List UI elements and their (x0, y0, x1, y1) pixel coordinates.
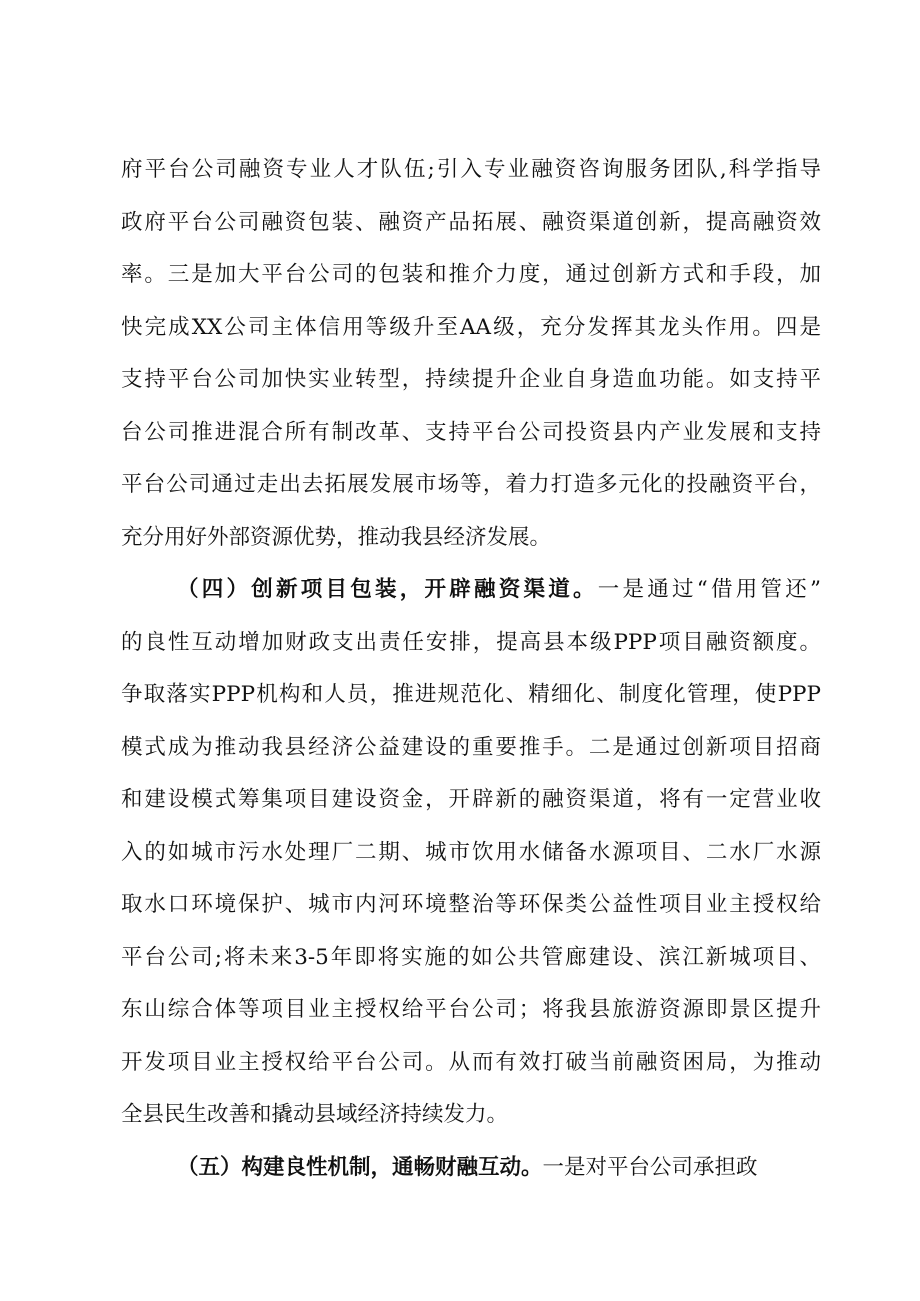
text-line: 平台公司;将未来3-5年即将实施的如公共管廊建设、滨江新城项目、 (121, 944, 821, 970)
text-span: 一是对平台公司承担政 (542, 1154, 758, 1180)
text-line: 快完成XX公司主体信用等级升至AA级，充分发挥其龙头作用。四是 (121, 314, 821, 340)
text-line: 政府平台公司融资包装、融资产品拓展、融资渠道创新，提高融资效 (121, 209, 821, 235)
text-line: 争取落实PPP机构和人员，推进规范化、精细化、制度化管理，使PPP (121, 682, 821, 707)
text-line: 的良性互动增加财政支出责任安排，提高县本级PPP项目融资额度。 (121, 629, 821, 655)
text-line: 充分用好外部资源优势，推动我县经济发展。 (121, 524, 552, 550)
section-heading: （四）创新项目包装，开辟融资渠道。 (177, 577, 598, 602)
section-heading: （五）构建良性机制，通畅财融互动。 (177, 1154, 543, 1180)
text-line: 和建设模式筹集项目建设资金，开辟新的融资渠道，将有一定营业收 (121, 787, 821, 812)
text-line: 台公司推进混合所有制改革、支持平台公司投资县内产业发展和支持 (121, 419, 821, 445)
document-body (121, 144, 821, 1194)
text-line: 府平台公司融资专业人才队伍;引入专业融资咨询服务团队,科学指导 (121, 157, 821, 182)
text-line: 入的如城市污水处理厂二期、城市饮用水储备水源项目、二水厂水源 (121, 839, 821, 865)
text-line: 模式成为推动我县经济公益建设的重要推手。二是通过创新项目招商 (121, 734, 821, 760)
paragraph-first-line (121, 1142, 821, 1195)
text-line: 开发项目业主授权给平台公司。从而有效打破当前融资困局，为推动 (121, 1049, 821, 1075)
text-line: 支持平台公司加快实业转型，持续提升企业自身造血功能。如支持平 (121, 367, 821, 392)
text-line: 平台公司通过走出去拓展发展市场等，着力打造多元化的投融资平台， (121, 472, 821, 497)
text-line: 率。三是加大平台公司的包装和推介力度，通过创新方式和手段，加 (121, 262, 821, 287)
text-span: 一是通过“借用管还” (597, 577, 821, 602)
text-line: 全县民生改善和撬动县域经济持续发力。 (121, 1102, 509, 1127)
text-line: 东山综合体等项目业主授权给平台公司；将我县旅游资源即景区提升 (121, 997, 821, 1022)
text-line: 取水口环境保护、城市内河环境整治等环保类公益性项目业主授权给 (121, 892, 821, 917)
paragraph-first-line (121, 564, 821, 617)
